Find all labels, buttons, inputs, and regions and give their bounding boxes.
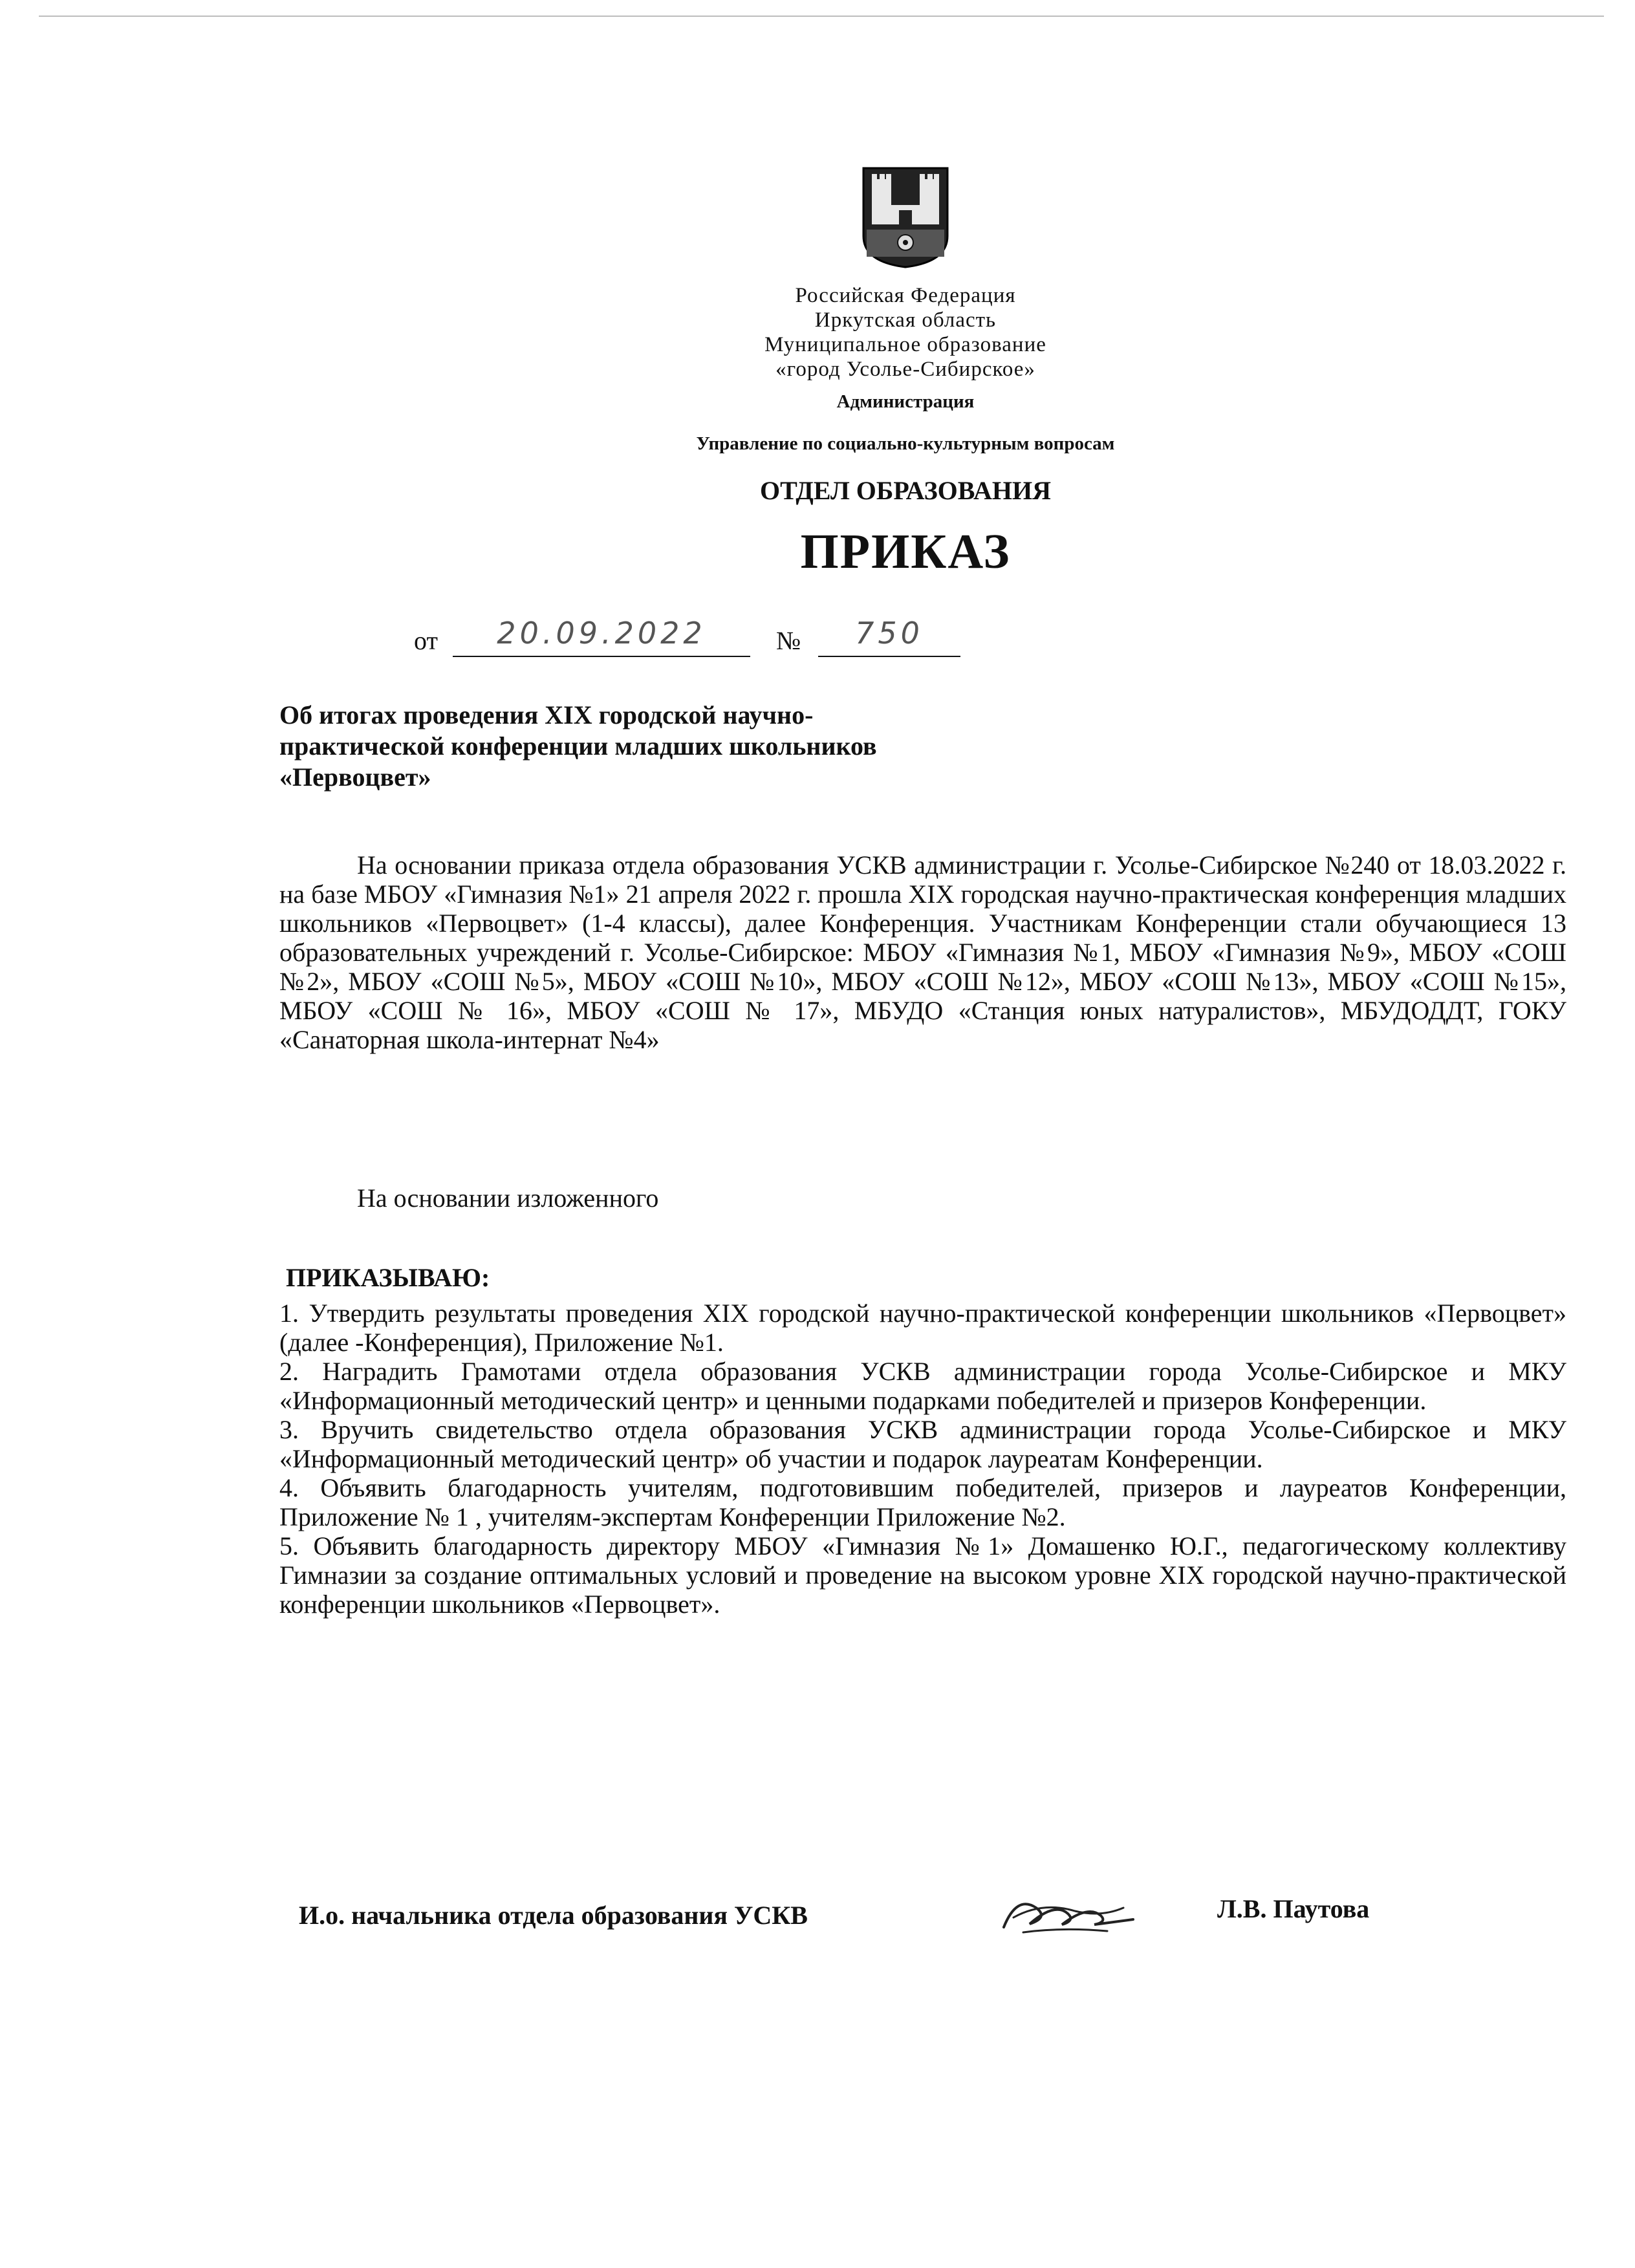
header-line-city: «город Усолье-Сибирское» <box>775 358 1035 381</box>
order-date-field: 20.09.2022 <box>453 614 750 657</box>
header-line-country: Российская Федерация <box>795 284 1016 307</box>
decree-item: 1. Утвердить результаты проведения XIX городской научно-практической конференции школьников «Первоцвет» (далее -Конференция), Приложение №1. <box>279 1299 1566 1357</box>
scan-edge-line <box>39 16 1604 17</box>
order-number-field: 750 <box>818 614 960 657</box>
decree-item: 3. Вручить свидетельство отдела образования УСКВ администрации города Усолье-Сибирское и МКУ «Информационный методический центр» об участии и подарок лауреатам Конференции. <box>279 1415 1566 1473</box>
handwritten-signature-icon <box>991 1882 1146 1947</box>
coat-of-arms-icon <box>860 165 951 268</box>
decree-heading: ПРИКАЗЫВАЮ: <box>286 1263 490 1292</box>
signatory-position: И.о. начальника отдела образования УСКВ <box>299 1901 808 1930</box>
header-line-region: Иркутская область <box>814 308 997 332</box>
management-label: Управление по социально-культурным вопросам <box>696 433 1115 454</box>
decree-item: 2. Наградить Грамотами отдела образования УСКВ администрации города Усолье-Сибирское и МКУ «Информационный методический центр» и ценными подарками победителей и призеров Конференции. <box>279 1357 1566 1415</box>
signatory-name: Л.В. Паутова <box>1217 1894 1370 1923</box>
number-prefix: № <box>776 626 801 655</box>
order-date-number-line <box>414 616 996 661</box>
administration-label: Администрация <box>836 391 975 412</box>
decree-items-list <box>279 1299 1566 1619</box>
header-line-municipality: Муниципальное образование <box>764 333 1046 356</box>
document-title: ПРИКАЗ <box>800 524 1011 579</box>
department-label: ОТДЕЛ ОБРАЗОВАНИЯ <box>760 476 1051 505</box>
subject-line: «Первоцвет» <box>279 762 431 792</box>
date-prefix: от <box>414 626 438 655</box>
basis-paragraph: На основании изложенного <box>357 1183 659 1213</box>
decree-item: 5. Объявить благодарность директору МБОУ «Гимназия №1» Домашенко Ю.Г., педагогическому коллективу Гимназии за создание оптимальных условий и проведение на высоком уровне XIX городской научно-практической конференции школьников «Первоцвет». <box>279 1531 1566 1619</box>
header-block <box>582 283 1229 382</box>
order-subject <box>279 700 1056 793</box>
subject-line: практической конференции младших школьников <box>279 731 877 761</box>
decree-item: 4. Объявить благодарность учителям, подготовившим победителей, призеров и лауреатов Конференции, Приложение № 1 , учителям-экспертам Конференции Приложение №2. <box>279 1473 1566 1531</box>
preamble-paragraph: На основании приказа отдела образования УСКВ администрации г. Усолье-Сибирское №240 от 18.03.2022 г. на базе МБОУ «Гимназия №1» 21 апреля 2022 г. прошла XIX городская научно-практическая конференция младших школьников «Первоцвет» (1-4 классы), далее Конференция. Участникам Конференции стали обучающиеся 13 образовательных учреждений г. Усолье-Сибирское: МБОУ «Гимназия №1, МБОУ «Гимназия №9», МБОУ «СОШ №2», МБОУ «СОШ №5», МБОУ «СОШ №10», МБОУ «СОШ №12», МБОУ «СОШ №13», МБОУ «СОШ №15», МБОУ «СОШ № 16», МБОУ «СОШ № 17», МБУДО «Станция юных натуралистов», МБУДОДДТ, ГОКУ «Санаторная школа-интернат №4» <box>279 850 1566 1054</box>
signature-block <box>299 1882 1450 1953</box>
subject-line: Об итогах проведения XIX городской научно- <box>279 700 814 729</box>
